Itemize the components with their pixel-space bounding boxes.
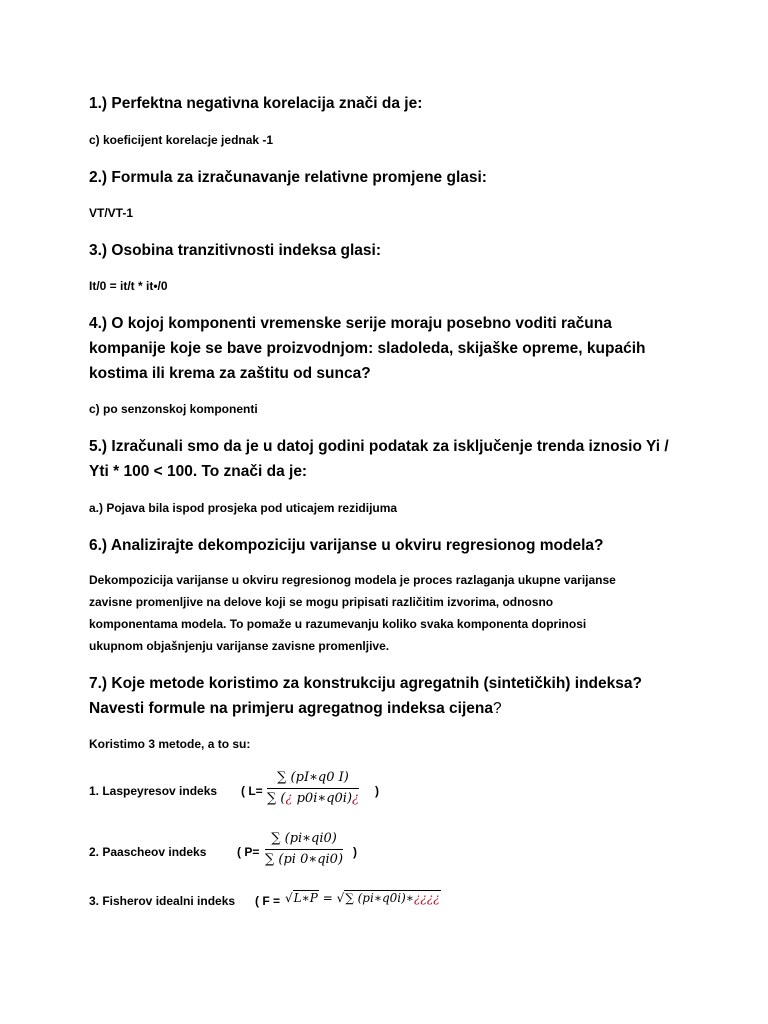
question-1: 1.) Perfektna negativna korelacija znači da je: [89,95,423,112]
answer-3: It/0 = it/t * it•/0 [89,279,168,293]
question-7-line-2 [89,696,502,721]
fisher-equals: = [322,891,333,905]
question-4-line-1: 4.) O kojoj komponenti vremenske serije moraju posebno voditi računa [89,315,612,332]
answer-5: a.) Pojava bila ispod prosjeka pod uticajem rezidijuma [89,501,398,515]
laspeyres-den-red-2: ¿ [352,791,359,806]
laspeyres-den-red-1: ¿ [285,791,293,806]
paasche-label-text: 2. Paascheov indeks [89,845,207,859]
paasche-fraction [265,829,343,870]
question-2: 2.) Formula za izračunavanje relativne promjene glasi: [89,169,487,186]
laspeyres-label-text: 1. Laspeyresov indeks [89,784,218,798]
laspeyres-denominator [267,789,359,809]
answer-4: c) po senzonskoj komponenti [89,402,258,416]
paasche-label [89,845,206,859]
fisher-label-text: 3. Fisherov idealni indeks [89,894,236,908]
fisher-open: ( F = [255,894,281,908]
answer-6-line-3: komponentama modela. To pomaže u razumevanju koliko svaka komponenta doprinosi [89,617,587,631]
answer-6-line-2: zavisne promenljive na delove koji se mogu pripisati različitim izvorima, odnosno [89,595,554,609]
fisher-root-2-main: ∑ (pi∗q0i)∗ [345,891,414,905]
fisher-root-2 [344,890,440,905]
question-3: 3.) Osobina tranzitivnosti indeksa glasi: [89,242,381,259]
answer-6-line-4: ukupnom objašnjenju varijanse zavisne promenljive. [89,639,390,653]
question-4-line-3: kostima ili krema za zaštitu od sunca? [89,365,371,382]
question-6: 6.) Analizirajte dekompoziciju varijanse u okviru regresionog modela? [89,537,604,554]
question-7-tail: ? [492,700,502,717]
laspeyres-open: ( L= [241,784,263,798]
laspeyres-den-mid: p0i∗q0i) [292,791,353,806]
laspeyres-fraction [267,768,359,809]
paasche-open: ( P= [237,845,260,859]
sqrt-icon: √ [285,891,293,905]
paasche-denominator: ∑ (pi 0∗qi0) [265,852,344,867]
laspeyres-den-pre: ∑ ( [267,791,286,806]
paasche-numerator: ∑ (pi∗qi0) [271,831,337,846]
question-5-line-1: 5.) Izračunali smo da je u datoj godini podatak za isključenje trenda iznosio Yi / [89,438,669,455]
fisher-formula [285,891,441,905]
answer-7-intro: Koristimo 3 metode, a to su: [89,737,251,751]
fisher-label [89,894,235,908]
question-7-line-2-text: Navesti formule na primjeru agregatnog indeksa cijena [89,700,493,717]
answer-1: c) koeficijent korelacje jednak -1 [89,133,274,147]
paasche-close: ) [353,845,357,859]
sqrt-icon: √ [336,891,345,905]
laspeyres-close: ) [375,784,379,798]
question-4-line-2: kompanije koje se bave proizvodnjom: sladoleda, skijaške opreme, kupaćih [89,340,646,357]
fisher-root-1: L∗P [293,891,318,905]
laspeyres-numerator: ∑ (pI∗q0 I) [277,770,349,785]
question-5-line-2: Yti * 100 < 100. To znači da je: [89,463,308,480]
question-7-line-1: 7.) Koje metode koristimo za konstrukciju agregatnih (sintetičkih) indeksa? [89,675,642,692]
answer-6-line-1: Dekompozicija varijanse u okviru regresionog modela je proces razlaganja ukupne varijanse [89,573,616,587]
answer-2: VT/VT-1 [89,206,134,220]
fisher-root-2-red: ¿¿¿¿ [413,891,440,905]
laspeyres-label [89,784,217,798]
